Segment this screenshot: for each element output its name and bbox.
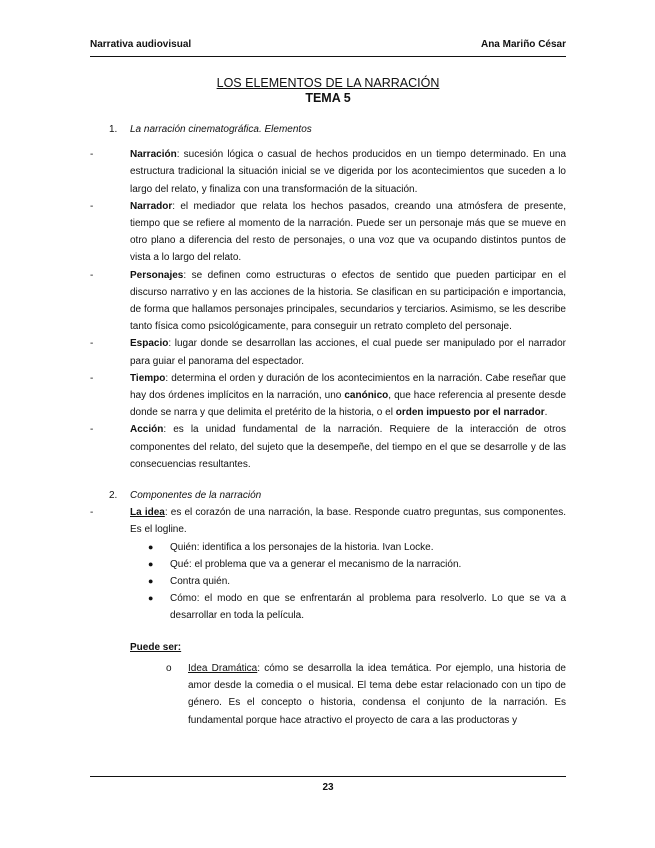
title-main: LOS ELEMENTOS DE LA NARRACIÓN: [216, 76, 440, 90]
definition: : identifica a los personajes de la historia. Ivan Locke.: [196, 541, 434, 553]
list-item: - Narrador: el mediador que relata los hechos pasados, creando una atmósfera de presente, tiempo que se refiere al momento de la narración. Puede ser un personaje más que se mueve en otro plano a diferencia del resto de personajes, o una voz que va ocupando distintos puntos de vista a lo largo del relato.: [90, 200, 566, 264]
bullet-icon: ●: [148, 541, 154, 552]
header-course: Narrativa audiovisual: [90, 39, 192, 50]
bullet-item: [90, 556, 566, 573]
list-item: - Personajes: se definen como estructuras o efectos de sentido que pueden participar en el discurso narrativo y en las acciones de la historia. Se clasifican en su participación e importancia, de forma que hallamos personajes principales, secundarios y terciarios. Asimismo, se les describe tanto física como psicológicamente, para conseguir un retrato completo del personaje.: [90, 269, 566, 333]
definition: : lugar donde se desarrollan las acciones, el cual puede ser manipulado por el narrador para guiar el panorama del espectador.: [130, 338, 566, 367]
header-author: Ana Mariño César: [480, 39, 566, 50]
definition: : determina el orden y duración de los acontecimientos en la narración. Cabe reseñar que hay dos órdenes implícitos en la narración, uno: [130, 372, 566, 402]
term: Contra quién.: [170, 576, 231, 588]
circle-bullet-icon: o: [166, 662, 172, 674]
definition: : se definen como estructuras o efectos de sentido que pueden participar en el discurso narrativo y en las acciones de la historia. Se clasifican en su participación e importancia, de forma que hallamos personajes principales, secundarios y terciarios. Asimismo, se les describe tanto física como psicológicamente, para conseguir un retrato completo del personaje.: [130, 269, 566, 333]
definition: : el problema que va a generar el mecanismo de la narración.: [188, 558, 462, 570]
section-title: La narración cinematográfica. Elementos: [130, 124, 312, 135]
term: Qué: [170, 558, 189, 570]
footer-rule: [90, 776, 566, 777]
page-header: [90, 39, 566, 55]
definition: .: [544, 407, 548, 419]
term: Tiempo: [130, 372, 166, 384]
section-title: Componentes de la narración: [130, 490, 262, 502]
header-rule: [90, 56, 566, 57]
bullet-icon: ●: [148, 593, 154, 604]
term: Acción: [130, 424, 164, 436]
term: Narración: [130, 149, 177, 161]
list-item: - Narración: sucesión lógica o casual de hechos producidos en un tiempo determinado. En una estructura tradicional la situación inicial se ve digerida por los acontecimientos que suceden a lo largo del relato, y finaliza con una transformación de la situación.: [90, 149, 566, 195]
term: Narrador: [130, 200, 173, 212]
page-number: 23: [322, 782, 334, 793]
section-number: 1.: [109, 124, 118, 135]
bullet-icon: ●: [148, 558, 154, 569]
bullet-item: [90, 573, 566, 590]
term-canonico: canónico: [344, 390, 389, 402]
definition: : el modo en que se enfrentarán al problema para resolverlo. Lo que se va a desarrollar en toda la película.: [170, 593, 566, 622]
puede-ser-label: Puede ser:: [130, 641, 182, 653]
definition: , que hace referencia al presente desde donde se narra y que delimita el pretérito de la historia, o el: [130, 390, 567, 419]
page-title: [90, 76, 566, 106]
term: Quién: [170, 541, 197, 553]
section-heading: [90, 121, 566, 138]
term: Espacio: [130, 338, 169, 350]
term: La idea: [130, 507, 165, 519]
sub-bullet-item: [90, 660, 566, 729]
definition: : cómo se desarrolla la idea temática. Por ejemplo, una historia de amor desde la comedia o el musical. El tema debe estar relacionado con un tipo de género. Es el concepto o historia, condensa el conjunto de la narración. Es fundamental porque hace atractivo el proyecto de cara a las productoras y: [188, 662, 566, 726]
list-item: - La idea: es el corazón de una narración, la base. Responde cuatro preguntas, sus componentes. Es el logline.: [90, 507, 566, 536]
bullet-icon: ●: [148, 576, 154, 587]
document-body: [90, 121, 566, 729]
definition: : el mediador que relata los hechos pasados, creando una atmósfera de presente, tiempo que se refiere al momento de la narración. Puede ser un personaje más que se mueve en otro plano a diferencia del resto de personajes, o una voz que va ocupando distintos puntos de vista a lo largo del relato.: [130, 200, 566, 264]
section-heading: [90, 487, 566, 504]
list-item: - Espacio: lugar donde se desarrollan las acciones, el cual puede ser manipulado por el narrador para guiar el panorama del espectador.: [90, 338, 566, 367]
term: Idea Dramática: [188, 662, 258, 674]
term: Personajes: [130, 269, 184, 281]
list-item: - Tiempo: determina el orden y duración de los acontecimientos en la narración. Cabe reseñar que hay dos órdenes implícitos en la narración, uno canónico, que hace referencia al presente desde donde se narra y que delimita el pretérito de la historia, o el orden impuesto por el narrador.: [90, 372, 567, 419]
bullet-item: [90, 590, 566, 624]
list-item: - Acción: es la unidad fundamental de la narración. Requiere de la interacción de otros componentes del relato, del sujeto que la desempeñe, del tiempo en el que se desarrolle y de las consecuencias resultantes.: [90, 424, 566, 470]
title-tema: TEMA 5: [305, 91, 351, 105]
definition: : es el corazón de una narración, la base. Responde cuatro preguntas, sus componentes. Es el logline.: [130, 507, 566, 536]
section-number: 2.: [109, 490, 118, 502]
term: Cómo: [170, 593, 197, 605]
bullet-item: [90, 539, 566, 556]
definition: : es la unidad fundamental de la narración. Requiere de la interacción de otros componentes del relato, del sujeto que la desempeñe, del tiempo en el que se desarrolle y de las consecuencias resultantes.: [130, 424, 566, 470]
term-orden: orden impuesto por el narrador: [395, 407, 545, 419]
definition: : sucesión lógica o casual de hechos producidos en un tiempo determinado. En una estructura tradicional la situación inicial se ve digerida por los acontecimientos que suceden a lo largo del relato, y finaliza con una transformación de la situación.: [130, 149, 566, 195]
